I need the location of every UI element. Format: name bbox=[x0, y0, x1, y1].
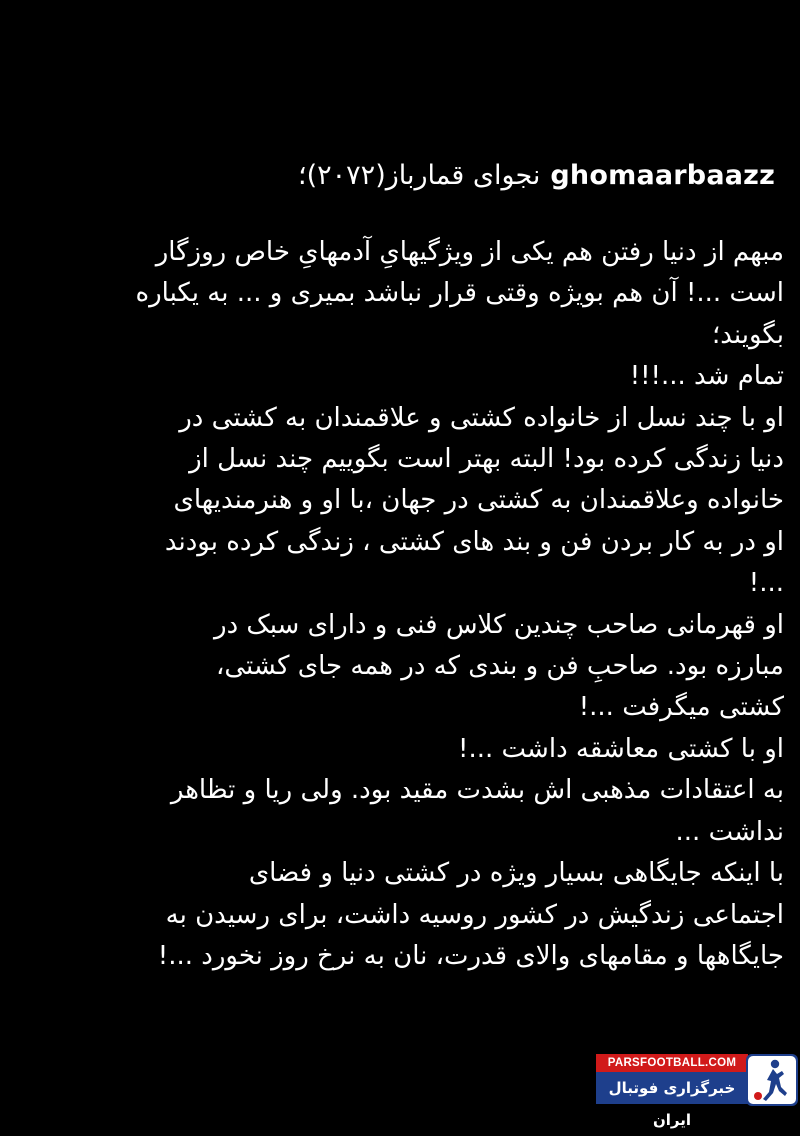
caption-line: کشتی میگرفت ...! bbox=[578, 692, 784, 723]
caption-line: اجتماعی زندگیش در کشور روسیه داشت، برای رسیدن به bbox=[165, 899, 784, 930]
parsfootball-watermark bbox=[596, 1054, 800, 1129]
caption-line: او در به کار بردن فن و بند های کشتی ، زندگی کرده بودند bbox=[164, 526, 784, 557]
caption-line: خانواده وعلاقمندان به کشتی در جهان ،با او و هنرمندیهای bbox=[173, 485, 784, 516]
caption-paragraph-3 bbox=[22, 398, 784, 605]
caption-body bbox=[22, 232, 784, 977]
caption-line: به اعتقادات مذهبی اش بشدت مقید بود. ولی ریا و تظاهر bbox=[170, 775, 784, 806]
caption-line: با اینکه جایگاهی بسیار ویژه در کشتی دنیا و فضای bbox=[248, 858, 784, 889]
caption-title: نجوای قمارباز(۲۰۷۲)؛ bbox=[298, 160, 541, 191]
caption-line: دنیا زندگی کرده بود! البته بهتر است بگوییم چند نسل از bbox=[189, 444, 784, 475]
caption-line: مبهم از دنیا رفتن هم یکی از ویژگیهایِ آدمهایِ خاص روزگار bbox=[155, 237, 784, 267]
caption-paragraph-1 bbox=[22, 232, 784, 356]
footballer-silhouette-icon bbox=[746, 1054, 798, 1106]
header-row bbox=[230, 160, 775, 191]
caption-line: او با کشتی معاشقه داشت ...! bbox=[458, 733, 784, 764]
caption-line: او قهرمانی صاحب چندین کلاس فنی و دارای سبک در bbox=[214, 609, 784, 640]
watermark-site-label: PARSFOOTBALL.COM bbox=[596, 1054, 748, 1072]
caption-line: تمام شد ...!!! bbox=[629, 361, 784, 392]
caption-line: نداشت ... bbox=[675, 816, 784, 847]
username-link[interactable]: ghomaarbaazz bbox=[550, 160, 775, 191]
caption-line: مبارزه بود. صاحبِ فن و بندی که در همه جای کشتی، bbox=[215, 651, 784, 682]
caption-line: ...! bbox=[748, 568, 784, 599]
caption-line: بگویند؛ bbox=[711, 319, 784, 350]
caption-line: او با چند نسل از خانواده کشتی و علاقمندان به کشتی در bbox=[179, 402, 784, 433]
caption-paragraph-2 bbox=[22, 356, 784, 397]
caption-line: است ...! آن هم بویژه وقتی قرار نباشد بمیری و ... به یکباره bbox=[135, 278, 784, 309]
caption-paragraph-7 bbox=[22, 853, 784, 977]
caption-line: جایگاهها و مقامهای والای قدرت، نان به نرخ روز نخورد ...! bbox=[157, 940, 784, 971]
watermark-tagline: خبرگزاری فوتبال ایران bbox=[596, 1072, 748, 1104]
post-header bbox=[0, 160, 800, 204]
caption-paragraph-5 bbox=[22, 729, 784, 770]
caption-paragraph-4 bbox=[22, 605, 784, 729]
caption-paragraph-6 bbox=[22, 770, 784, 853]
